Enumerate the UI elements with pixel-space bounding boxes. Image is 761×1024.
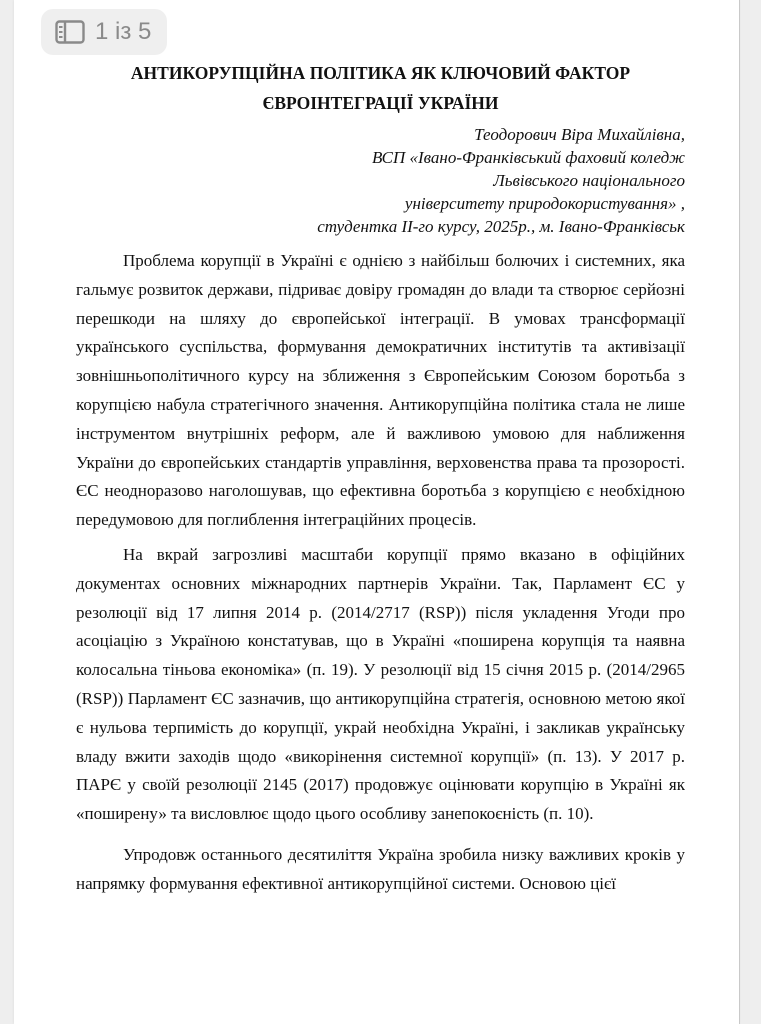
- page-indicator-button[interactable]: [41, 9, 167, 55]
- paragraph-3: Упродовж останнього десятиліття Україна зробила низку важливих кроків у напрямку формування ефективної антикорупційної системи. Основою цієї: [76, 844, 685, 893]
- author-affiliation-line-3: університету природокористування» ,: [404, 194, 685, 213]
- author-affiliation-line-1: ВСП «Івано-Франківський фаховий коледж: [372, 148, 685, 167]
- document-content: [76, 58, 685, 899]
- page-edge-divider: [739, 0, 740, 1024]
- author-name: Теодорович Віра Михайлівна,: [474, 125, 685, 144]
- title-line-2: ЄВРОІНТЕГРАЦІЇ УКРАЇНИ: [262, 93, 499, 113]
- author-affiliation-line-2: Львівського національного: [493, 171, 685, 190]
- page-counter-text: 1 із 5: [95, 18, 152, 45]
- author-status-line: студентка ІІ-го курсу, 2025р., м. Івано-Франківськ: [317, 217, 685, 236]
- paragraph-1: Проблема корупції в Україні є однією з найбільш болючих і системних, яка гальмує розвиток держави, підриває довіру громадян до влади та створює серйозні перешкоди на шляху до європейської інтеграції. В умовах трансформації українського суспільства, формування демократичних інститутів та активізації зовнішньополітичного курсу на зближення з Європейським Союзом боротьба з корупцією набула стратегічного значення. Антикорупційна політика стала не лише інструментом внутрішніх реформ, але й важливою умовою для наближення України до європейських стандартів управління, верховенства права та прозорості. ЄС неодноразово наголошував, що ефективна боротьба з корупцією є необхідною передумовою для поглиблення інтеграційних процесів.: [76, 251, 685, 530]
- paragraph-2: На вкрай загрозливі масштаби корупції прямо вказано в офіційних документах основних міжнародних партнерів України. Так, Парламент ЄС у резолюції від 17 липня 2014 р. (2014/2717 (RSP)) після укладення Угоди про асоціацію з Україною констатував, що в Україні «поширена корупція та наявна колосальна тіньова економіка» (п. 19). У резолюції від 15 січня 2015 р. (2014/2965 (RSP)) Парламент ЄС зазначив, що антикорупційна стратегія, основною метою якої є нульова терпимість до корупції, украй необхідна Україні, і закликав українську владу вжити заходів щодо «викорінення системної корупції» (п. 13). У 2017 р. ПАРЄ у своїй резолюції 2145 (2017) продовжує оцінювати корупцію в Україні як «поширену» та висловлює щодо цього особливу занепокоєність (п. 10).: [76, 544, 685, 824]
- sidebar-panel-icon: [55, 20, 85, 44]
- author-block: [76, 123, 685, 238]
- document-title: [76, 58, 685, 118]
- title-line-1: АНТИКОРУПЦІЙНА ПОЛІТИКА ЯК КЛЮЧОВИЙ ФАКТОР: [130, 63, 631, 83]
- body-text: [76, 247, 685, 899]
